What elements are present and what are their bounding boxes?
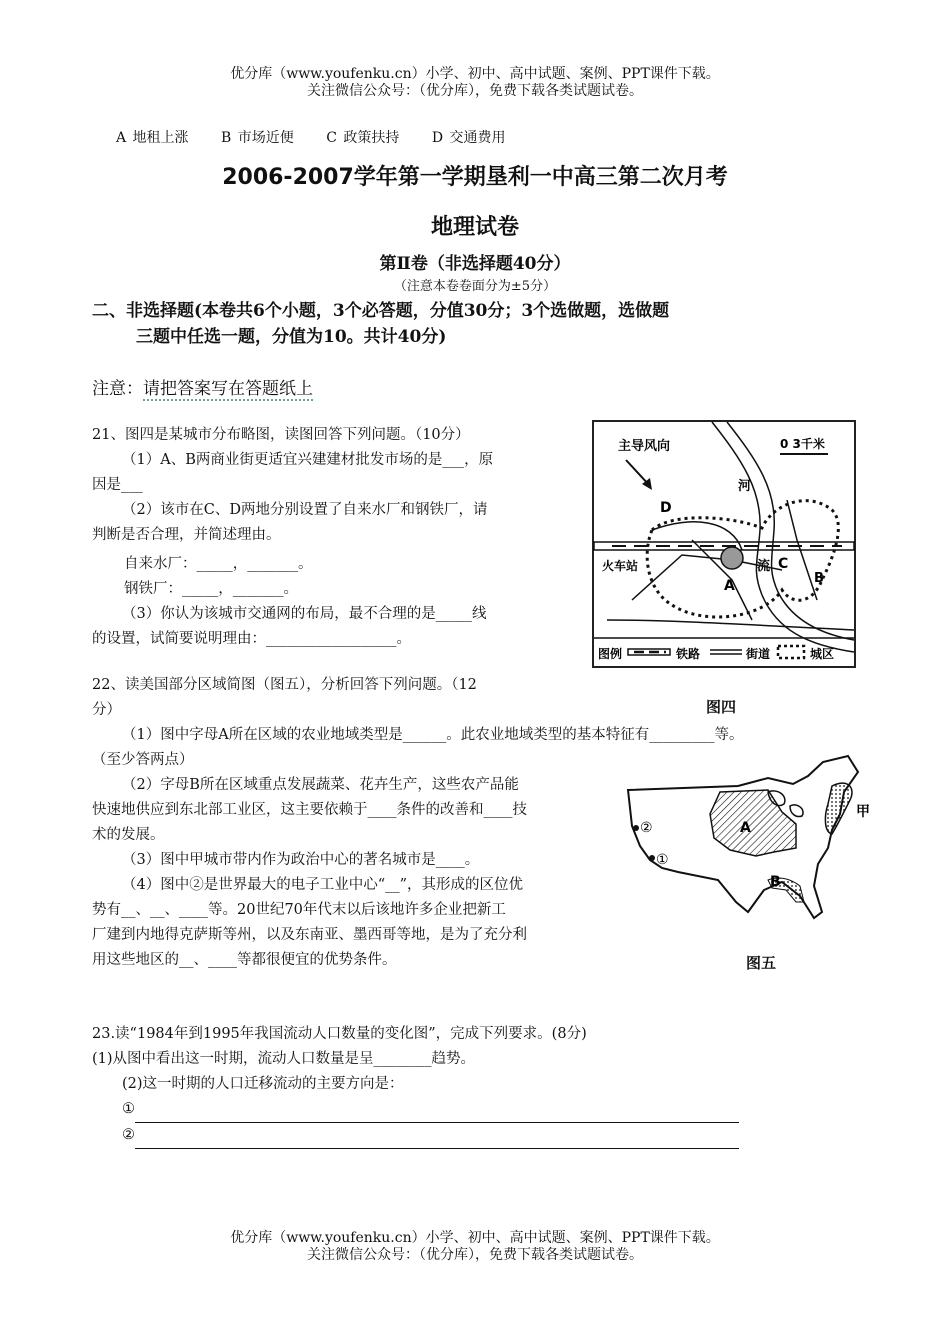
question-23 — [92, 1022, 832, 1149]
q22-part1a: （1）图中字母A所在区域的农业地域类型是______。此农业地域类型的基本特征有_________等。 — [122, 727, 744, 743]
page-footer — [0, 1230, 950, 1264]
map5-label-b: B — [770, 874, 781, 890]
exam-part: 第Ⅱ卷（非选择题40分） — [379, 254, 571, 274]
header-line-1: 优分库（www.youfenku.cn）小学、初中、高中试题、案例、PPT课件下载。 — [230, 66, 720, 82]
page-header — [0, 66, 950, 100]
q23-circle-1: ① — [122, 1101, 135, 1117]
q23-circle-2: ② — [122, 1127, 135, 1143]
city-map — [592, 420, 856, 668]
q22-part4d: 用这些地区的__、____等都很便宜的优势条件。 — [92, 952, 397, 968]
q21-stem: 21、图四是某城市分布略图，读图回答下列问题。（10分） — [92, 427, 470, 443]
q22-part1b: （至少答两点） — [92, 752, 194, 768]
usa-map — [618, 752, 874, 924]
q21-part1a: （1）A、B两商业街更适宜兴建建材批发市场的是___，原 — [122, 452, 494, 468]
question-22-rest — [92, 773, 602, 973]
map5-label-jia: 甲 — [856, 804, 870, 820]
map4-legend-street: 街道 — [746, 647, 771, 661]
map4-legend-rail: 铁路 — [676, 647, 701, 661]
map4-label-d: D — [660, 500, 672, 516]
question-22-stem — [92, 673, 612, 723]
q22-part4a: （4）图中②是世界最大的电子工业中心“__”，其形成的区位优 — [122, 877, 524, 893]
notice — [92, 374, 313, 399]
q22-part2c: 术的发展。 — [92, 827, 165, 843]
q21-part2b: 判断是否合理，并简述理由。 — [92, 527, 281, 543]
notice-text: 请把答案写在答题纸上 — [143, 379, 313, 399]
q23-answer-line-2 — [92, 1123, 832, 1149]
exam-title: 2006-2007学年第一学期垦利一中高三第二次月考 — [222, 165, 728, 190]
map4-scale: 0 3千米 — [780, 437, 825, 451]
q21-part2a: （2）该市在C、D两地分别设置了自来水厂和钢铁厂，请 — [122, 502, 488, 518]
map4-river2-label: 流 — [757, 559, 771, 574]
q22-part4c: 厂建到内地得克萨斯等州，以及东南亚、墨西哥等地，是为了充分利 — [92, 927, 527, 943]
map4-label-a: A — [724, 578, 735, 594]
map4-river-label: 河 — [738, 479, 752, 494]
map4-wind-label: 主导风向 — [618, 439, 671, 454]
option-c: C 政策扶持 — [326, 130, 400, 146]
map5-label-a: A — [740, 820, 751, 836]
q21-part1b: 因是___ — [92, 477, 143, 493]
map5-label-2: ② — [640, 820, 653, 836]
map5-caption: 图五 — [746, 954, 777, 972]
q22-part3: （3）图中甲城市带内作为政治中心的著名城市是____。 — [122, 852, 480, 868]
options-line — [116, 127, 532, 147]
exam-note: （注意本卷卷面分为±5分） — [393, 279, 557, 294]
q21-part3a: （3）你认为该城市交通网的布局，最不合理的是_____线 — [122, 606, 487, 622]
map-figure-5 — [618, 752, 874, 924]
q22-part4b: 势有__、__、____等。20世纪70年代末以后该地许多企业把新工 — [92, 902, 506, 918]
footer-line-2: 关注微信公众号：（优分库），免费下载各类试题试卷。 — [307, 1247, 643, 1263]
option-a: A 地租上涨 — [116, 130, 189, 146]
map4-station-label: 火车站 — [602, 559, 639, 573]
q23-part1: (1)从图中看出这一时期，流动人口数量是呈________趋势。 — [92, 1051, 476, 1067]
question-21 — [92, 423, 572, 652]
map4-label-b: B — [814, 571, 824, 586]
q23-blank-1[interactable] — [135, 1097, 739, 1123]
option-d: D 交通费用 — [431, 130, 506, 146]
notice-label: 注意： — [92, 379, 143, 399]
section-line-2: 三题中任选一题，分值为10。共计40分) — [136, 327, 447, 347]
q21-part2c: 自来水厂：_____，_______。 — [124, 556, 313, 572]
section-line-1: 二、非选择题(本卷共6个小题，3个必答题，分值30分；3个选做题，选做题 — [92, 301, 670, 321]
map5-label-1: ① — [656, 852, 669, 868]
q22-stem2: 分） — [92, 702, 121, 718]
q22-part2b: 快速地供应到东北部工业区，这主要依赖于____条件的改善和____技 — [92, 802, 527, 818]
section-heading — [92, 298, 872, 350]
map4-label-c: C — [778, 556, 789, 572]
map-figure-4 — [592, 420, 856, 668]
q21-part3b: 的设置，试简要说明理由：__________________。 — [92, 631, 411, 647]
q23-blank-2[interactable] — [135, 1123, 739, 1149]
q21-part2d: 钢铁厂：_____，_______。 — [124, 581, 298, 597]
option-b: B 市场近便 — [221, 130, 294, 146]
map4-legend-city: 城区 — [810, 647, 835, 661]
map4-caption: 图四 — [706, 698, 737, 716]
map4-legend-title: 图例 — [598, 647, 623, 661]
footer-line-1: 优分库（www.youfenku.cn）小学、初中、高中试题、案例、PPT课件下载。 — [230, 1230, 720, 1246]
q23-stem: 23.读“1984年到1995年我国流动人口数量的变化图”，完成下列要求。(8分) — [92, 1026, 587, 1042]
header-line-2: 关注微信公众号：（优分库），免费下载各类试题试卷。 — [307, 83, 643, 99]
exam-subject: 地理试卷 — [430, 215, 519, 240]
q23-answer-line-1 — [92, 1097, 832, 1123]
q22-stem1: 22、读美国部分区域简图（图五），分析回答下列问题。（12 — [92, 677, 477, 693]
q22-part2a: （2）字母B所在区域重点发展蔬菜、花卉生产，这些农产品能 — [122, 777, 519, 793]
q23-part2: (2)这一时期的人口迁移流动的主要方向是： — [122, 1076, 404, 1092]
